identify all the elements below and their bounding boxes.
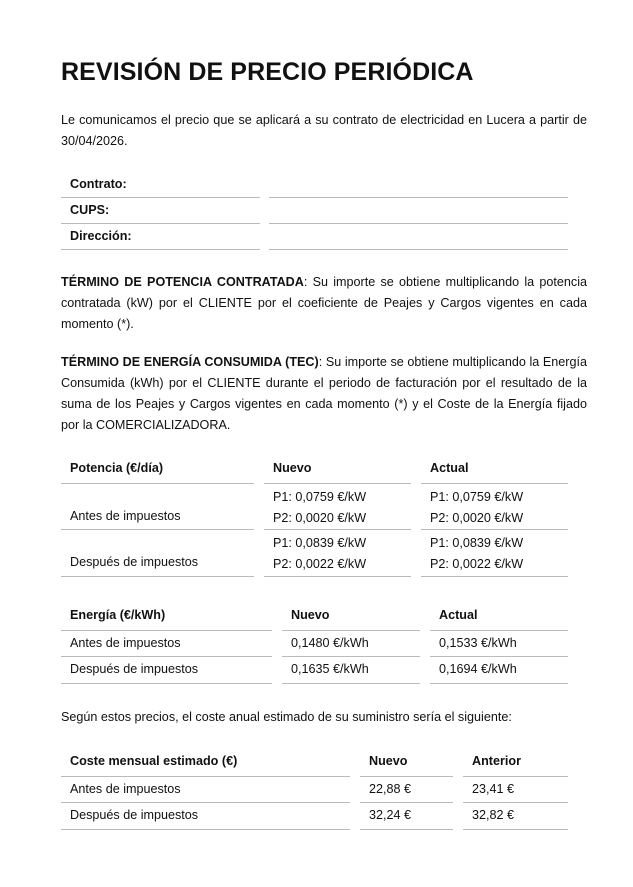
- address-label: Dirección:: [61, 224, 260, 250]
- energia-description: : Su importe se obtiene multiplicando la Energía Consumida (kWh) por el CLIENTE durante el periodo de facturación por el resultado de la suma de los Peajes y Cargos vigentes en cada momento (*) y el Coste de la Energía fijado por la COMERCIALIZADORA.: [61, 355, 587, 432]
- contract-value: [269, 172, 568, 198]
- cups-label: CUPS:: [61, 198, 260, 224]
- energia-nuevo-value: 0,1635 €/kWh: [282, 657, 420, 684]
- energia-header-label: Energía (€/kWh): [61, 602, 272, 631]
- potencia-header-nuevo: Nuevo: [264, 455, 411, 484]
- potencia-row-actual: [421, 530, 568, 577]
- cups-value: [269, 198, 568, 224]
- coste-header-label: Coste mensual estimado (€): [61, 748, 350, 777]
- potencia-p2-value: P2: 0,0022 €/kW: [273, 557, 367, 571]
- energia-header-nuevo: Nuevo: [282, 602, 420, 631]
- coste-row-label: Después de impuestos: [61, 803, 350, 830]
- potencia-row-nuevo: [264, 530, 411, 577]
- page-title: REVISIÓN DE PRECIO PERIÓDICA: [61, 58, 474, 86]
- energia-header-actual: Actual: [430, 602, 568, 631]
- potencia-p1-value: P1: 0,0759 €/kW: [273, 490, 367, 504]
- coste-header-anterior: Anterior: [463, 748, 568, 777]
- coste-intro-paragraph: Según estos precios, el coste anual estimado de su suministro sería el siguiente:: [61, 710, 512, 724]
- energia-paragraph: [61, 352, 587, 436]
- coste-nuevo-value: 32,24 €: [360, 803, 453, 830]
- potencia-p2-value: P2: 0,0020 €/kW: [430, 511, 524, 525]
- coste-anterior-value: 32,82 €: [463, 803, 568, 830]
- energia-row-label: Después de impuestos: [61, 657, 272, 684]
- potencia-paragraph: [61, 272, 587, 335]
- address-value: [269, 224, 568, 250]
- coste-row-label: Antes de impuestos: [61, 777, 350, 803]
- potencia-row-label: Después de impuestos: [61, 530, 254, 577]
- potencia-header-label: Potencia (€/día): [61, 455, 254, 484]
- energia-actual-value: 0,1533 €/kWh: [430, 631, 568, 657]
- contract-label: Contrato:: [61, 172, 260, 198]
- energia-row-label: Antes de impuestos: [61, 631, 272, 657]
- coste-anterior-value: 23,41 €: [463, 777, 568, 803]
- potencia-p2-value: P2: 0,0020 €/kW: [273, 511, 367, 525]
- energia-heading: TÉRMINO DE ENERGÍA CONSUMIDA (TEC): [61, 355, 319, 369]
- coste-header-nuevo: Nuevo: [360, 748, 453, 777]
- potencia-heading: TÉRMINO DE POTENCIA CONTRATADA: [61, 275, 304, 289]
- potencia-header-actual: Actual: [421, 455, 568, 484]
- potencia-row-actual: [421, 484, 568, 530]
- potencia-p1-value: P1: 0,0759 €/kW: [430, 490, 524, 504]
- potencia-p1-value: P1: 0,0839 €/kW: [273, 536, 367, 550]
- potencia-row-label: Antes de impuestos: [61, 484, 254, 530]
- intro-paragraph: Le comunicamos el precio que se aplicará a su contrato de electricidad en Lucera a partir de 30/04/2026.: [61, 113, 587, 148]
- potencia-p1-value: P1: 0,0839 €/kW: [430, 536, 524, 550]
- coste-nuevo-value: 22,88 €: [360, 777, 453, 803]
- potencia-row-nuevo: [264, 484, 411, 530]
- energia-actual-value: 0,1694 €/kWh: [430, 657, 568, 684]
- energia-nuevo-value: 0,1480 €/kWh: [282, 631, 420, 657]
- potencia-description: : Su importe se obtiene multiplicando la potencia contratada (kW) por el CLIENTE por el coeficiente de Peajes y Cargos vigentes en cada momento (*).: [61, 275, 587, 331]
- potencia-p2-value: P2: 0,0022 €/kW: [430, 557, 524, 571]
